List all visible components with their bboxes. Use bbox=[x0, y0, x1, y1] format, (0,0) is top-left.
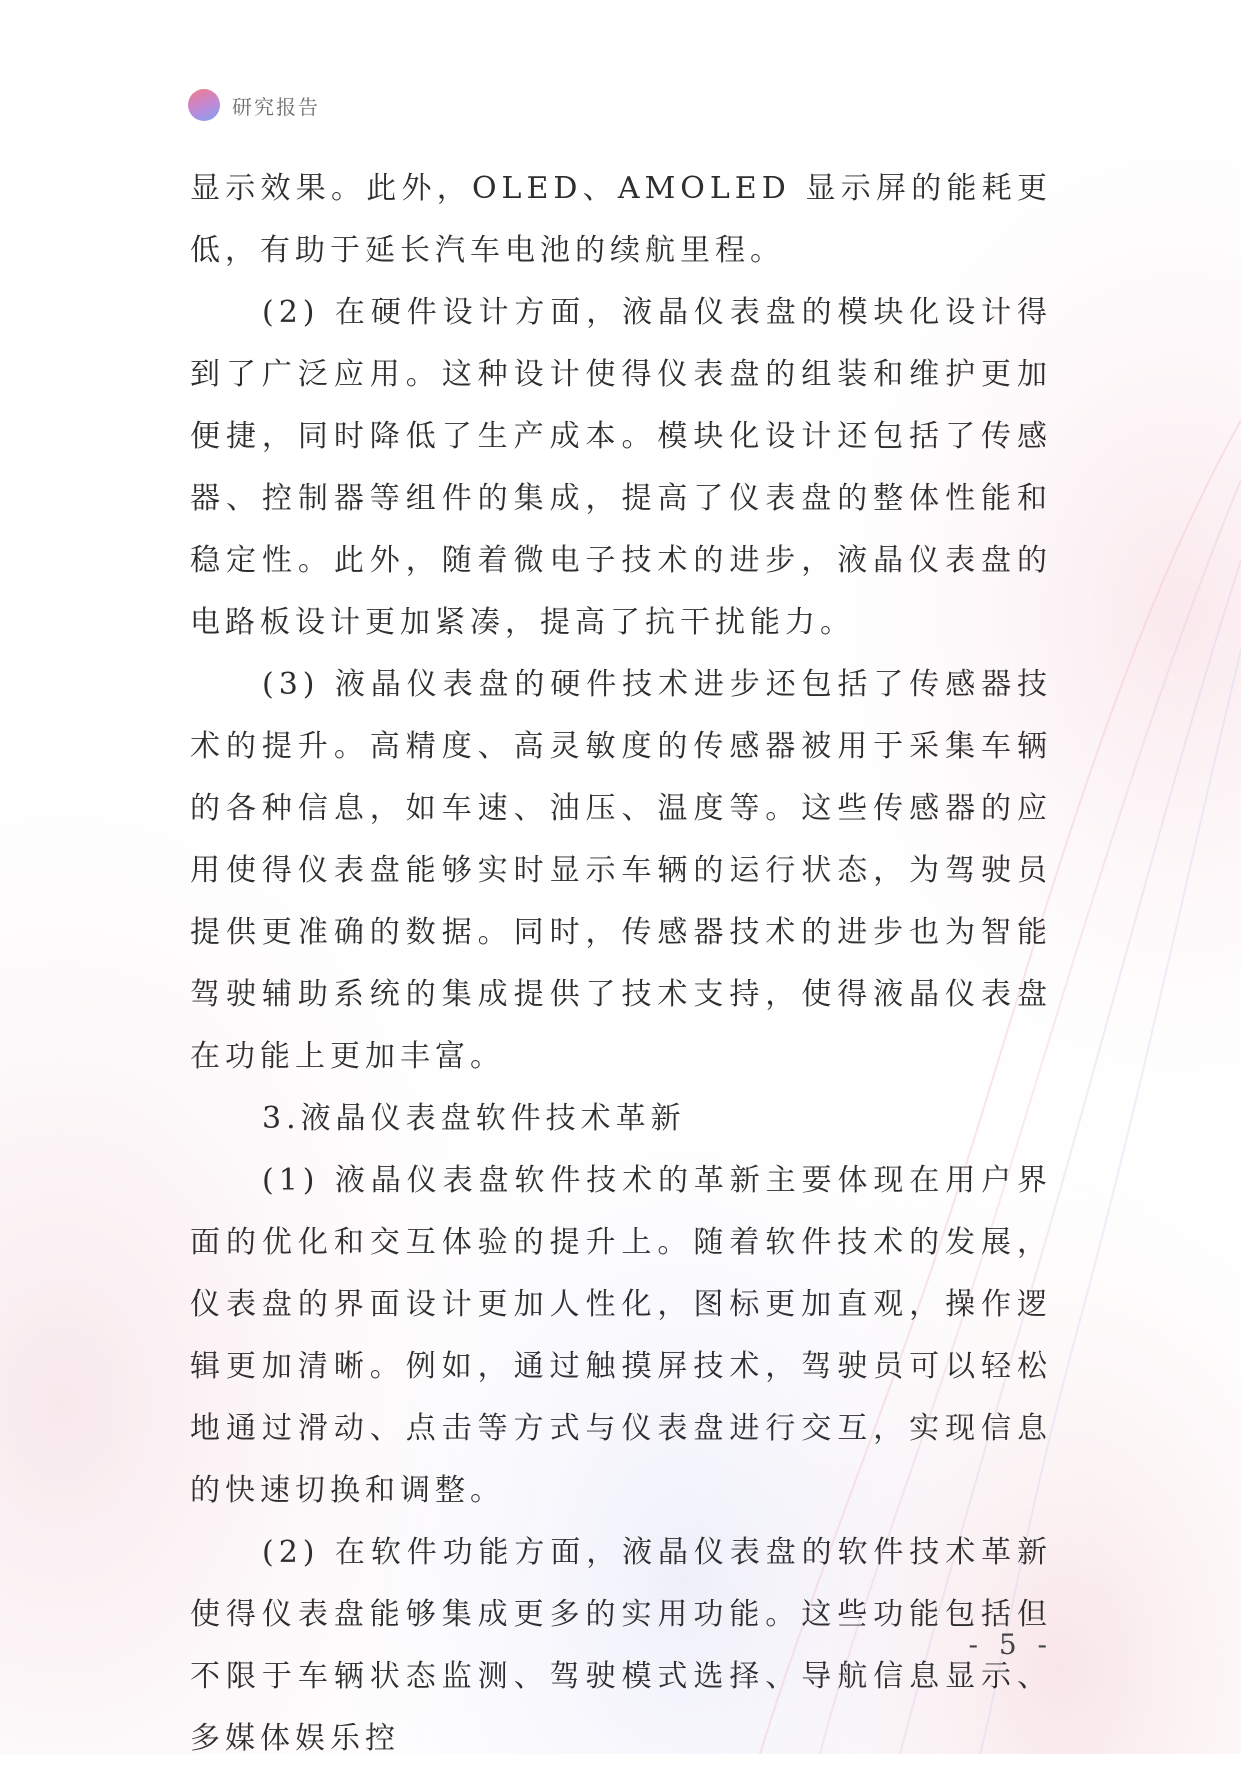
logo-circle-icon bbox=[188, 89, 220, 121]
paragraph-software-functions: (2) 在软件功能方面，液晶仪表盘的软件技术革新使得仪表盘能够集成更多的实用功能。这些功能包括但不限于车辆状态监测、驾驶模式选择、导航信息显示、多媒体娱乐控 bbox=[190, 1535, 1052, 1756]
header-title: 研究报告 bbox=[232, 94, 320, 119]
section-heading: 3.液晶仪表盘软件技术革新 bbox=[262, 1101, 686, 1136]
paragraph-sensor-technology: (3) 液晶仪表盘的硬件技术进步还包括了传感器技术的提升。高精度、高灵敏度的传感器被用于采集车辆的各种信息，如车速、油压、温度等。这些传感器的应用使得仪表盘能够实时显示车辆的运行状态，为驾驶员提供更准确的数据。同时，传感器技术的进步也为智能驾驶辅助系统的集成提供了技术支持，使得液晶仪表盘在功能上更加丰富。 bbox=[190, 667, 1052, 1074]
document-body bbox=[190, 158, 1052, 1770]
paragraph-user-interface: (1) 液晶仪表盘软件技术的革新主要体现在用户界面的优化和交互体验的提升上。随着软件技术的发展，仪表盘的界面设计更加人性化，图标更加直观，操作逻辑更加清晰。例如，通过触摸屏技术，驾驶员可以轻松地通过滑动、点击等方式与仪表盘进行交互，实现信息的快速切换和调整。 bbox=[190, 1163, 1052, 1508]
paragraph-hardware-design: (2) 在硬件设计方面，液晶仪表盘的模块化设计得到了广泛应用。这种设计使得仪表盘的组装和维护更加便捷，同时降低了生产成本。模块化设计还包括了传感器、控制器等组件的集成，提高了仪表盘的整体性能和稳定性。此外，随着微电子技术的进步，液晶仪表盘的电路板设计更加紧凑，提高了抗干扰能力。 bbox=[190, 295, 1052, 640]
report-header bbox=[188, 88, 320, 122]
paragraph-continuation: 显示效果。此外，OLED、AMOLED 显示屏的能耗更低，有助于延长汽车电池的续航里程。 bbox=[190, 171, 1052, 268]
page-number: - 5 - bbox=[968, 1628, 1053, 1661]
